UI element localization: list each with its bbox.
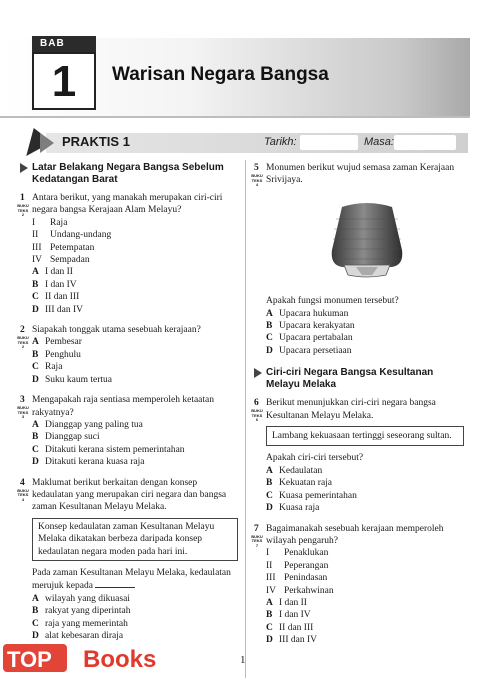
answer-option[interactable] [266, 622, 464, 634]
option-text: Kuasa raja [279, 503, 320, 514]
option-text: Upacara pertabalan [279, 333, 353, 344]
option-letter: D [266, 635, 273, 646]
option-letter: B [266, 478, 273, 489]
answer-option[interactable] [32, 304, 238, 316]
option-letter: B [32, 349, 39, 360]
roman-numeral: III [32, 242, 42, 253]
roman-numeral: I [266, 548, 270, 559]
question-number: 7 [254, 523, 259, 534]
answer-option[interactable] [266, 320, 464, 332]
arrow-accent-icon [40, 133, 54, 153]
option-text: Ditakuti kerana sistem pemerintahan [45, 444, 185, 455]
question-5 [251, 162, 464, 357]
page-number: 1 [240, 654, 246, 666]
option-text: II dan III [45, 292, 80, 303]
section-heading: Latar Belakang Negara Bangsa Sebelum Kedatangan Barat [20, 162, 238, 186]
option-letter: B [32, 606, 39, 617]
logo-books-text: Books [83, 646, 157, 673]
buku-teks-tag [16, 204, 30, 218]
option-letter: D [266, 503, 273, 514]
buku-teks-ref: 6 [255, 417, 259, 423]
roman-text: Undang-undang [50, 230, 112, 241]
roman-text: Sempadan [50, 255, 90, 266]
buku-teks-tag [16, 489, 30, 503]
option-text: wilayah yang dikuasai [45, 593, 130, 604]
option-letter: C [266, 490, 273, 501]
question-stem: Apakah fungsi monumen tersebut? [266, 296, 399, 307]
option-text: Upacara persetiaan [279, 345, 352, 356]
answer-option[interactable] [266, 490, 464, 502]
info-box: Konsep kedaulatan zaman Kesultanan Melayu Melaka dikatakan berbeza daripada konsep kedaulatan negara moden pada hari ini. [32, 518, 238, 561]
option-letter: C [32, 444, 39, 455]
option-text: rakyat yang diperintah [45, 606, 131, 617]
column-divider [245, 160, 246, 678]
option-text: Kekuatan raja [279, 478, 333, 489]
buku-teks-text: BUKU TEKS [251, 408, 263, 418]
roman-item [32, 229, 238, 241]
option-letter: B [32, 432, 39, 443]
answer-option[interactable] [32, 349, 238, 361]
option-letter: C [32, 292, 39, 303]
question-text: Maklumat berikut berkaitan dengan konsep kedaulatan yang merupakan ciri negara dan bangsa zaman Kesultanan Melayu Melaka. [32, 477, 227, 513]
tarikh-label: Tarikh: [264, 136, 297, 148]
buku-teks-ref: 4 [255, 182, 259, 187]
answer-option[interactable] [32, 266, 238, 278]
option-text: I dan IV [279, 610, 311, 621]
option-text: I dan II [45, 267, 73, 278]
question-2 [17, 324, 238, 386]
buku-teks-ref: 3 [21, 414, 25, 420]
right-column [251, 162, 464, 655]
roman-item [266, 547, 464, 559]
option-letter: D [32, 304, 39, 315]
option-text: Raja [45, 362, 63, 373]
answer-option[interactable] [32, 444, 238, 456]
question-text: Bagaimanakah sesebuah kerajaan memperoleh wilayah pengaruh? [266, 523, 444, 546]
roman-text: Penaklukan [284, 548, 329, 559]
option-letter: D [32, 457, 39, 468]
praktis-title [62, 134, 130, 149]
option-letter: A [32, 593, 39, 604]
logo-top-text: TOP [7, 647, 52, 672]
option-letter: D [32, 631, 39, 641]
praktis-label: PRAKTIS [62, 134, 120, 149]
option-letter: A [266, 308, 273, 319]
answer-option[interactable] [32, 374, 238, 386]
option-text: I dan IV [45, 279, 77, 290]
roman-text: Perkahwinan [284, 585, 334, 596]
roman-item [266, 585, 464, 597]
answer-option[interactable] [266, 609, 464, 621]
question-6 [251, 397, 464, 514]
roman-numeral: II [32, 230, 39, 241]
answer-option[interactable] [32, 593, 238, 605]
question-number: 6 [254, 398, 259, 409]
chapter-title: Warisan Negara Bangsa [112, 64, 329, 85]
option-letter: D [266, 345, 273, 356]
roman-item [32, 254, 238, 266]
question-number: 2 [20, 325, 25, 336]
buku-teks-ref: 2 [21, 344, 25, 350]
answer-option[interactable] [266, 477, 464, 489]
roman-item [32, 242, 238, 254]
buku-teks-ref: 2 [21, 212, 25, 217]
answer-option[interactable] [266, 502, 464, 514]
option-letter: B [266, 321, 273, 332]
option-letter: C [266, 333, 273, 344]
answer-blank [95, 579, 135, 588]
option-letter: C [32, 618, 39, 629]
option-letter: A [266, 597, 273, 608]
option-letter: B [32, 279, 39, 290]
monument-image [322, 195, 412, 281]
masa-label: Masa: [364, 136, 394, 148]
stem-text: Pada zaman Kesultanan Melayu Melaka, kedaulatan merujuk kepada [32, 567, 231, 592]
option-letter: C [32, 362, 39, 373]
roman-text: Raja [50, 217, 68, 228]
answer-option[interactable] [266, 332, 464, 344]
option-letter: A [266, 465, 273, 476]
option-text: alat kebesaran diraja [45, 631, 124, 641]
roman-numeral: I [32, 217, 36, 228]
option-text: II dan III [279, 622, 314, 633]
answer-option[interactable] [32, 618, 238, 630]
option-text: Upacara hukuman [279, 308, 349, 319]
question-1 [17, 192, 238, 316]
option-text: Suku kaum tertua [45, 374, 113, 385]
roman-numeral: III [266, 573, 276, 584]
buku-teks-text: BUKU TEKS [17, 487, 29, 498]
question-text: Siapakah tonggak utama sesebuah kerajaan? [32, 325, 201, 336]
option-text: Dianggap suci [45, 432, 100, 443]
answer-option[interactable] [32, 605, 238, 617]
question-4 [17, 477, 238, 643]
answer-option[interactable] [266, 597, 464, 609]
question-stem [32, 567, 238, 593]
option-text: Kedaulatan [279, 465, 323, 476]
option-letter: D [32, 374, 39, 385]
answer-option[interactable] [32, 291, 238, 303]
roman-item [32, 217, 238, 229]
roman-text: Petempatan [50, 242, 95, 253]
option-letter: B [266, 610, 273, 621]
option-text: III dan IV [279, 635, 317, 646]
answer-option[interactable] [266, 308, 464, 320]
buku-teks-text: BUKU TEKS [17, 203, 29, 213]
buku-teks-text: BUKU TEKS [251, 533, 263, 543]
left-column [17, 162, 238, 650]
buku-teks-text: BUKU TEKS [17, 335, 29, 345]
question-7 [251, 523, 464, 647]
section-heading: Ciri-ciri Negara Bangsa Kesultanan Melayu Melaka [254, 367, 464, 391]
option-letter: A [32, 419, 39, 430]
buku-teks-ref: 7 [255, 542, 259, 548]
question-text: Berikut menunjukkan ciri-ciri negara bangsa Kesultanan Melayu Melaka. [266, 398, 436, 421]
option-text: raja yang memerintah [45, 618, 128, 629]
buku-teks-text: BUKU TEKS [251, 173, 263, 183]
question-3 [17, 394, 238, 468]
roman-text: Peperangan [284, 560, 329, 571]
question-text: Mengapakah raja sentiasa memperoleh ketaatan rakyatnya? [32, 395, 214, 418]
roman-text: Penindasan [284, 573, 328, 584]
option-text: Pembesar [45, 337, 82, 348]
option-text: I dan II [279, 597, 307, 608]
answer-option[interactable] [266, 345, 464, 357]
option-letter: C [266, 622, 273, 633]
option-text: III dan IV [45, 304, 83, 315]
question-stem: Apakah ciri-ciri tersebut? [266, 453, 364, 464]
header-rule [0, 116, 470, 118]
answer-option[interactable] [266, 634, 464, 646]
question-number: 3 [20, 395, 25, 406]
buku-teks-tag [16, 406, 30, 420]
question-number: 4 [20, 477, 25, 488]
option-text: Penghulu [45, 349, 81, 360]
answer-option[interactable] [32, 336, 238, 348]
tarikh-field[interactable] [300, 135, 358, 150]
buku-teks-tag [250, 409, 264, 423]
roman-numeral: IV [32, 255, 43, 266]
roman-numeral: II [266, 560, 273, 571]
buku-teks-ref: 4 [21, 496, 25, 502]
bab-label: BAB [32, 36, 96, 52]
answer-option[interactable] [32, 456, 238, 468]
buku-teks-text: BUKU TEKS [17, 405, 29, 415]
topbooks-logo [3, 642, 181, 674]
question-text: Antara berikut, yang manakah merupakan ciri-ciri negara bangsa Kerajaan Alam Melayu? [32, 193, 223, 216]
question-number: 1 [20, 193, 25, 203]
info-box: Lambang kekuasaan tertinggi seseorang sultan. [266, 426, 464, 446]
chapter-number: 1 [32, 52, 96, 110]
buku-teks-tag [250, 174, 264, 188]
question-number: 5 [254, 163, 259, 173]
answer-option[interactable] [32, 419, 238, 431]
buku-teks-tag [250, 535, 264, 549]
answer-option[interactable] [32, 279, 238, 291]
option-letter: A [32, 337, 39, 348]
option-text: Upacara kerakyatan [279, 321, 355, 332]
masa-field[interactable] [394, 135, 456, 150]
question-text: Monumen berikut wujud semasa zaman Kerajaan Srivijaya. [266, 163, 455, 186]
answer-option[interactable] [32, 361, 238, 373]
buku-teks-tag [16, 336, 30, 350]
roman-numeral: IV [266, 585, 277, 596]
option-text: Dianggap yang paling tua [45, 419, 143, 430]
option-text: Ditakuti kerana kuasa raja [45, 457, 145, 468]
roman-item [266, 560, 464, 572]
answer-option[interactable] [32, 630, 238, 642]
option-text: Kuasa pemerintahan [279, 490, 357, 501]
roman-item [266, 572, 464, 584]
answer-option[interactable] [266, 465, 464, 477]
praktis-number: 1 [122, 134, 130, 149]
answer-option[interactable] [32, 431, 238, 443]
option-letter: A [32, 267, 39, 278]
